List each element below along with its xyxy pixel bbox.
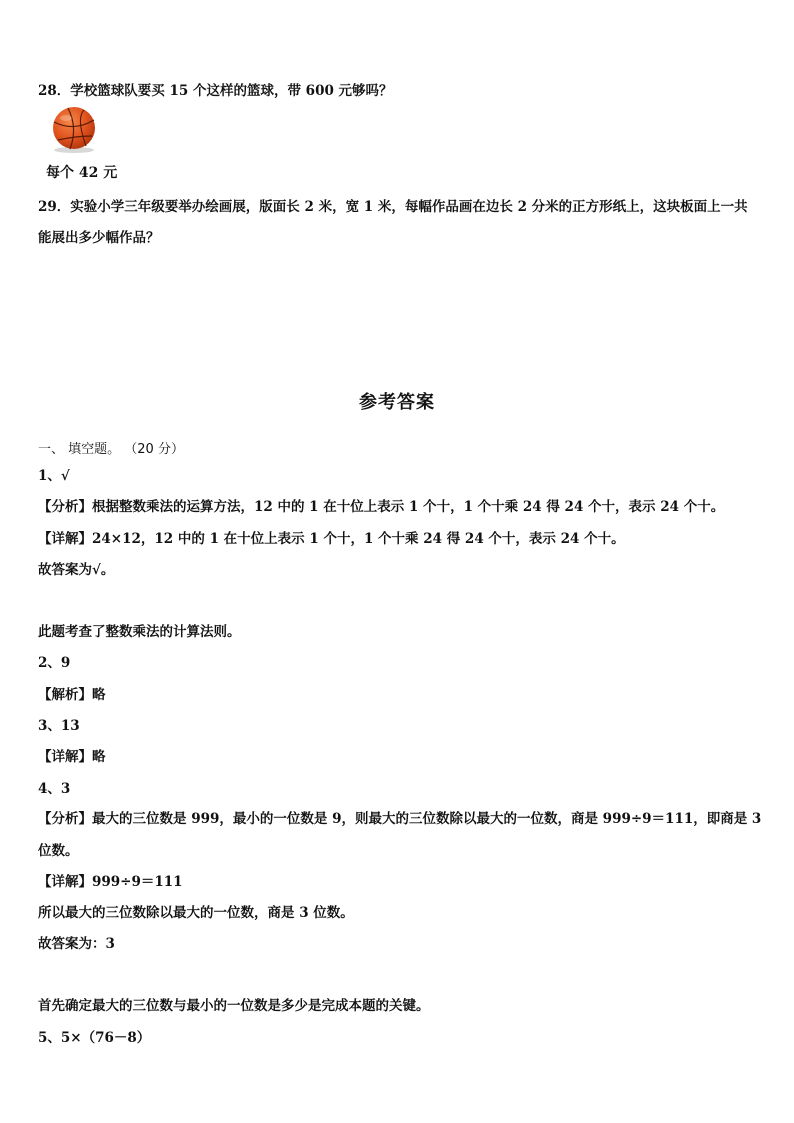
basketball-icon [46, 106, 102, 154]
answer-4-reasoning: 所以最大的三位数除以最大的一位数，商是 3 位数。 [38, 905, 354, 921]
answer-1-note: 此题考查了整数乘法的计算法则。 [38, 624, 241, 640]
answer-2-label: 2、9 [38, 655, 71, 671]
answer-4-conclusion: 故答案为：3 [38, 936, 115, 952]
answer-5-label: 5、5×（76－8） [38, 1030, 151, 1046]
answer-4-detail: 【详解】999÷9＝111 [38, 874, 183, 890]
answer-4-analysis-line1: 【分析】最大的三位数是 999，最小的一位数是 9，则最大的三位数除以最大的一位数，商是 999÷9＝111，即商是 3 [38, 811, 762, 827]
question-29-text-line2: 能展出多少幅作品？ [38, 230, 160, 246]
basketball-price-label: 每个 42 元 [46, 165, 118, 181]
answer-1-label: 1、√ [38, 468, 70, 484]
answer-1-detail: 【详解】24×12，12 中的 1 在十位上表示 1 个十，1 个十乘 24 得 24 个十，表示 24 个十。 [38, 531, 625, 547]
answers-title: 参考答案 [359, 392, 435, 413]
section-heading: 一、 填空题。 （20 分） [38, 442, 184, 457]
answer-3-label: 3、13 [38, 718, 80, 734]
answer-1-analysis: 【分析】根据整数乘法的运算方法，12 中的 1 在十位上表示 1 个十，1 个十乘 24 得 24 个十，表示 24 个十。 [38, 499, 725, 515]
question-28-text: 28．学校篮球队要买 15 个这样的篮球，带 600 元够吗？ [38, 83, 393, 99]
answer-1-conclusion: 故答案为√。 [38, 562, 115, 578]
answer-4-note: 首先确定最大的三位数与最小的一位数是多少是完成本题的关键。 [38, 998, 430, 1014]
answer-2-analysis: 【解析】略 [38, 687, 106, 703]
answer-4-analysis-line2: 位数。 [38, 843, 79, 859]
question-29-text-line1: 29．实验小学三年级要举办绘画展，版面长 2 米，宽 1 米，每幅作品画在边长 2 分米的正方形纸上，这块板面上一共 [38, 199, 748, 215]
answer-4-label: 4、3 [38, 781, 71, 797]
answer-3-detail: 【详解】略 [38, 749, 106, 765]
